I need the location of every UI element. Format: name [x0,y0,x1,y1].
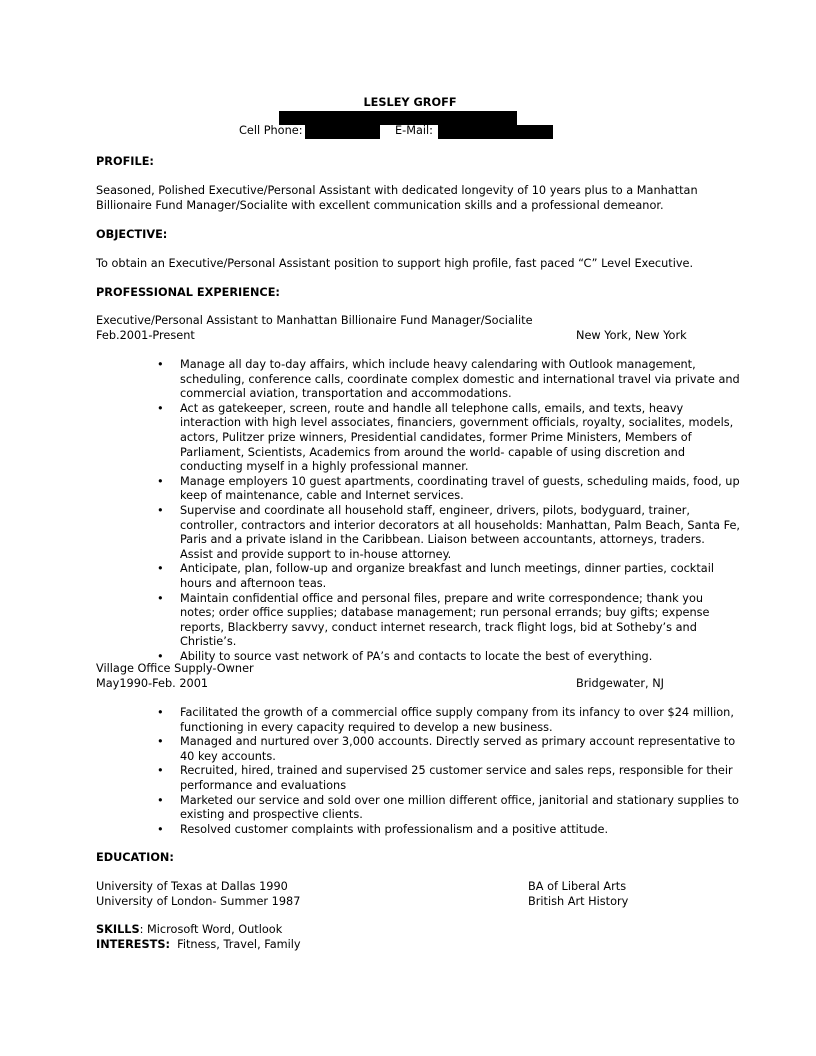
list-item: • Managed and nurtured over 3,000 accounts. Directly served as primary account representative to 40 key accounts. [180,735,740,764]
redacted-address [279,111,517,125]
skills-line [96,923,756,938]
job-bullets [180,358,740,664]
experience-heading: PROFESSIONAL EXPERIENCE: [96,286,280,299]
redacted-email [438,125,553,139]
contact-line [0,124,816,140]
school-name: University of London- Summer 1987 [96,894,301,908]
interests-label: INTERESTS: [96,938,170,951]
profile-heading: PROFILE: [96,155,154,168]
list-item: • Anticipate, plan, follow-up and organize breakfast and lunch meetings, dinner parties, cocktail hours and afternoon teas. [180,562,740,591]
job-title: Executive/Personal Assistant to Manhattan Billionaire Fund Manager/Socialite [96,314,533,327]
job-location: Bridgewater, NJ [576,676,664,690]
applicant-name: LESLEY GROFF [363,96,457,109]
list-item: • Manage employers 10 guest apartments, coordinating travel of guests, scheduling maids, food, up keep of maintenance, cable and Internet services. [180,475,740,504]
interests-line [96,938,756,953]
skills-label: SKILLS [96,923,140,936]
school-name: University of Texas at Dallas 1990 [96,880,288,893]
cell-phone-label: Cell Phone: [239,124,303,137]
email-label: E-Mail: [395,124,433,137]
job-dates: May1990-Feb. 2001 [96,676,209,690]
education-list [96,880,756,909]
list-item: • Resolved customer complaints with professionalism and a positive attitude. [180,823,740,838]
job-title: Village Office Supply-Owner [96,662,254,675]
education-heading: EDUCATION: [96,851,174,864]
education-entry [96,880,756,895]
job-entry [96,662,756,691]
list-item: • Manage all day to-day affairs, which include heavy calendaring with Outlook management, scheduling, conference calls, coordinate complex domestic and international travel via private and commercial aviation, transportation and accommodations. [180,358,740,402]
list-item: • Marketed our service and sold over one million different office, janitorial and stationary supplies to existing and prospective clients. [180,794,740,823]
list-item: • Facilitated the growth of a commercial office supply company from its infancy to over $24 million, functioning in every capacity required to develop a new business. [180,706,740,735]
job-dates: Feb.2001-Present [96,328,195,342]
job-bullets [180,706,740,837]
job-dates-row [96,677,756,692]
education-entry [96,895,756,910]
list-item: • Act as gatekeeper, screen, route and handle all telephone calls, emails, and texts, heavy interaction with high level associates, financiers, government officials, royalty, socialites, models, actors, Pulitzer prize winners, Presidential candidates, former Prime Ministers, Members of Parliament, Scientists, Academics from around the world- capable of using discretion and conducting myself in a highly professional manner. [180,402,740,475]
interests-text: Fitness, Travel, Family [170,938,301,951]
profile-text: Seasoned, Polished Executive/Personal Assistant with dedicated longevity of 10 years plus to a Manhattan Billionaire Fund Manager/Socialite with excellent communication skills and a professional demeanor. [96,184,698,212]
list-item: • Maintain confidential office and personal files, prepare and write correspondence; thank you notes; order office supplies; database management; run personal errands; buy gifts; expense reports, Blackberry savvy, conduct internet research, track flight logs, bid at Sotheby’s and Christie’s. [180,592,740,650]
job-entry [96,314,756,343]
list-item: • Recruited, hired, trained and supervised 25 customer service and sales reps, responsible for their performance and evaluations [180,764,740,793]
degree-name: British Art History [528,894,629,908]
list-item: • Ability to source vast network of PA’s and contacts to locate the best of everything. [180,650,740,665]
objective-heading: OBJECTIVE: [96,228,168,241]
redacted-phone [305,125,380,139]
objective-text: To obtain an Executive/Personal Assistant position to support high profile, fast paced “C” Level Executive. [96,257,694,270]
list-item: • Supervise and coordinate all household staff, engineer, drivers, pilots, bodyguard, trainer, controller, contractors and interior decorators at all households: Manhattan, Palm Beach, Santa Fe, Paris and a private island in the Caribbean. Liaison between accountants, attorneys, traders. Assist and provide support to in-house attorney. [180,504,740,562]
skills-text: : Microsoft Word, Outlook [139,923,283,936]
job-location: New York, New York [576,328,687,342]
degree-name: BA of Liberal Arts [528,880,627,893]
job-dates-row [96,329,756,344]
